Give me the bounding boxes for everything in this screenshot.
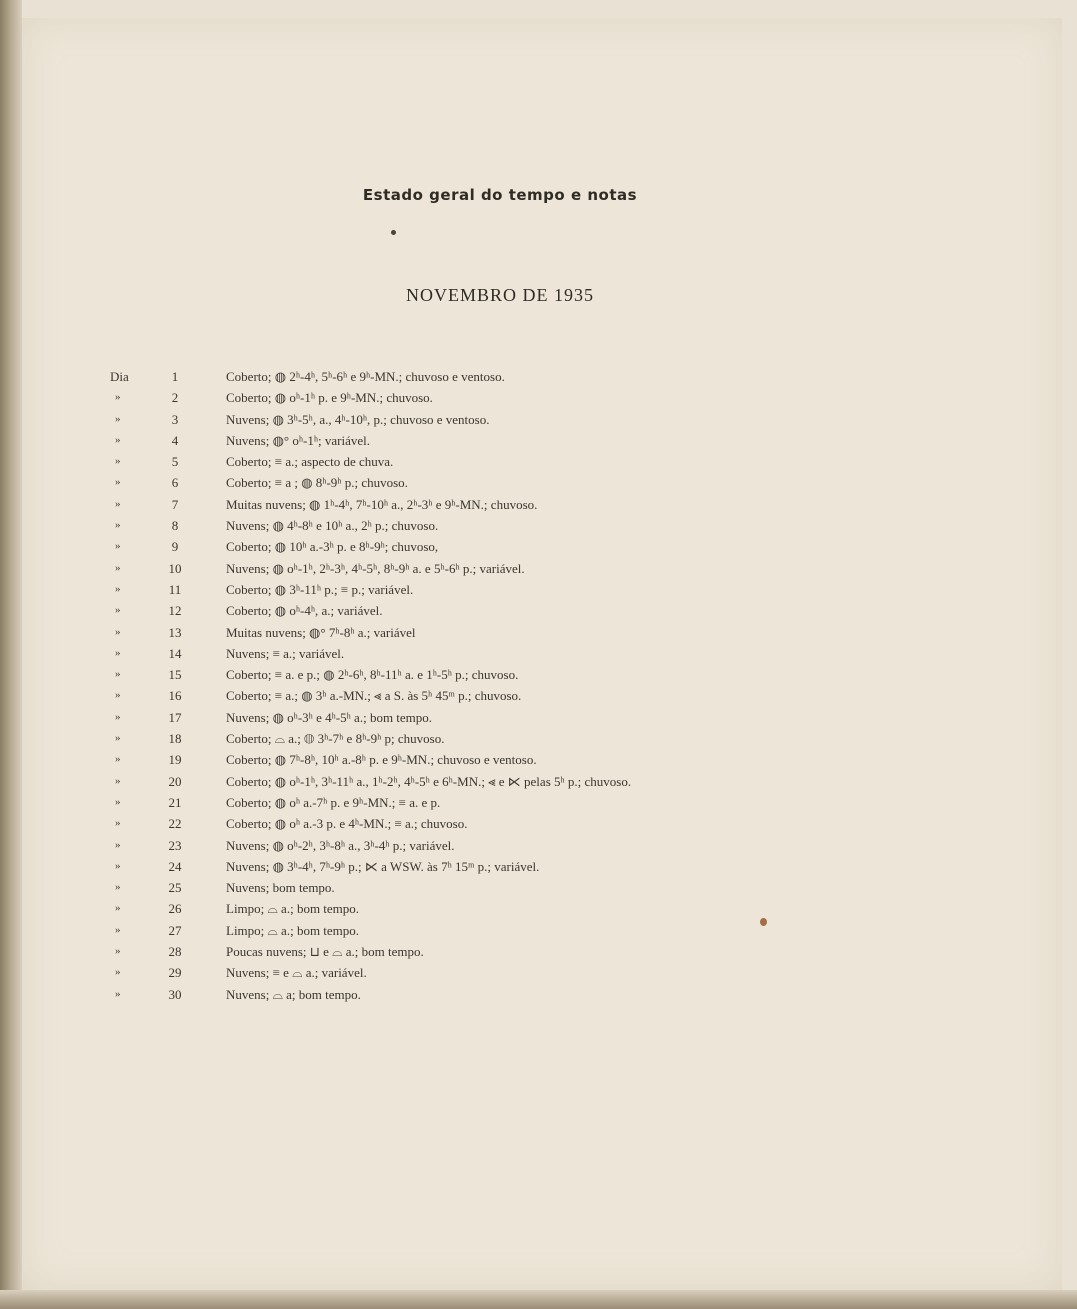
log-entry [100, 622, 820, 643]
daily-weather-log [100, 366, 820, 1005]
weather-note: Coberto; ◍ oʰ a.-3 p. e 4ʰ-MN.; ≡ a.; chuvoso. [226, 816, 468, 832]
log-entry [100, 792, 820, 813]
weather-note: Nuvens; ◍ 3ʰ-4ʰ, 7ʰ-9ʰ p.; ⋉ a WSW. às 7ʰ 15ᵐ p.; variável. [226, 858, 540, 874]
day-number: 2 [171, 390, 179, 406]
weather-note: Coberto; ≡ a ; ◍ 8ʰ-9ʰ p.; chuvoso. [226, 475, 408, 491]
log-entry [100, 387, 820, 408]
log-entry [100, 856, 820, 877]
ditto-mark: » [115, 923, 121, 936]
weather-note: Muitas nuvens; ◍ 1ʰ-4ʰ, 7ʰ-10ʰ a., 2ʰ-3ʰ e 9ʰ-MN.; chuvoso. [226, 496, 538, 512]
day-number: 8 [171, 518, 179, 534]
ditto-mark: » [115, 732, 121, 745]
day-number: 12 [168, 603, 182, 619]
ditto-mark: » [115, 412, 121, 425]
day-number: 23 [168, 837, 182, 853]
log-entry [100, 409, 820, 430]
weather-note: Nuvens; ⌓ a; bom tempo. [226, 986, 361, 1002]
ditto-mark: » [115, 902, 121, 915]
ditto-mark: » [115, 945, 121, 958]
ditto-mark: » [115, 710, 121, 723]
day-number: 20 [168, 773, 182, 789]
day-number: 10 [168, 560, 182, 576]
ditto-mark: » [115, 881, 121, 894]
day-number: 22 [168, 816, 182, 832]
log-entry [100, 898, 820, 919]
log-entry [100, 494, 820, 515]
log-entry [100, 643, 820, 664]
weather-note: Nuvens; ◍ oʰ-2ʰ, 3ʰ-8ʰ a., 3ʰ-4ʰ p.; variável. [226, 837, 455, 853]
ditto-mark: » [115, 625, 121, 638]
day-number: 4 [171, 432, 179, 448]
day-number: 27 [168, 922, 182, 938]
weather-note: Coberto; ◍ 10ʰ a.-3ʰ p. e 8ʰ-9ʰ; chuvoso, [226, 539, 439, 555]
weather-note: Coberto; ◍ 2ʰ-4ʰ, 5ʰ-6ʰ e 9ʰ-MN.; chuvoso e ventoso. [226, 369, 505, 384]
day-number: 6 [171, 475, 179, 491]
ditto-mark: » [115, 433, 121, 446]
page-edge [0, 1290, 1077, 1309]
ditto-mark: » [115, 497, 121, 510]
ditto-mark: » [115, 604, 121, 617]
log-entry [100, 962, 820, 983]
weather-note: Coberto; ≡ a.; ◍ 3ʰ a.-MN.; ⪡ a S. às 5ʰ 45ᵐ p.; chuvoso. [226, 688, 522, 704]
weather-note: Coberto; ◍ oʰ-4ʰ, a.; variável. [226, 603, 383, 619]
day-number: 17 [168, 709, 182, 725]
paper-stain [760, 918, 767, 926]
day-number: 1 [171, 369, 179, 384]
ditto-mark: » [115, 519, 121, 532]
ditto-mark: » [115, 774, 121, 787]
weather-note: Poucas nuvens; ⊔ e ⌓ a.; bom tempo. [226, 944, 424, 960]
ditto-mark: » [115, 838, 121, 851]
day-number: 19 [168, 752, 182, 768]
log-entry [100, 813, 820, 834]
log-entry [100, 877, 820, 898]
weather-note: Nuvens; ◍ 4ʰ-8ʰ e 10ʰ a., 2ʰ p.; chuvoso. [226, 518, 439, 534]
log-entry [100, 728, 820, 749]
section-heading: Estado geral do tempo e notas [362, 186, 638, 204]
weather-note: Coberto; ◍ 3ʰ-11ʰ p.; ≡ p.; variável. [226, 581, 414, 597]
weather-note: Coberto; ◍ 7ʰ-8ʰ, 10ʰ a.-8ʰ p. e 9ʰ-MN.; chuvoso e ventoso. [226, 752, 537, 768]
weather-note: Coberto; ◍ oʰ a.-7ʰ p. e 9ʰ-MN.; ≡ a. e p. [226, 794, 441, 810]
log-entry [100, 835, 820, 856]
ditto-mark: » [115, 455, 121, 468]
day-number: 5 [171, 454, 179, 470]
weather-note: Coberto; ⌓ a.; ◍ 3ʰ-7ʰ e 8ʰ-9ʰ p; chuvoso. [226, 731, 445, 747]
day-number: 7 [171, 496, 179, 512]
log-entry [100, 941, 820, 962]
bullet-dot [391, 230, 396, 235]
weather-note: Muitas nuvens; ◍° 7ʰ-8ʰ a.; variável [226, 624, 416, 640]
weather-note: Nuvens; ◍ 3ʰ-5ʰ, a., 4ʰ-10ʰ, p.; chuvoso e ventoso. [226, 411, 490, 427]
log-entry [100, 472, 820, 493]
day-number: 24 [168, 858, 182, 874]
ditto-mark: » [115, 646, 121, 659]
day-number: 21 [168, 794, 182, 810]
day-number: 3 [171, 411, 179, 427]
ditto-mark: » [115, 859, 121, 872]
log-entry [100, 920, 820, 941]
day-number: 15 [168, 667, 182, 683]
month-title: NOVEMBRO DE 1935 [405, 285, 594, 305]
day-number: 16 [168, 688, 182, 704]
ditto-mark: » [115, 561, 121, 574]
weather-note: Nuvens; ≡ e ⌓ a.; variável. [226, 965, 367, 981]
ditto-mark: » [115, 476, 121, 489]
ditto-mark: » [115, 795, 121, 808]
weather-note: Nuvens; ◍° oʰ-1ʰ; variável. [226, 432, 371, 448]
ditto-mark: » [115, 987, 121, 1000]
day-label: Dia [110, 369, 129, 384]
ditto-mark: » [115, 668, 121, 681]
day-number: 28 [168, 944, 182, 960]
weather-note: Nuvens; ◍ oʰ-3ʰ e 4ʰ-5ʰ a.; bom tempo. [226, 709, 433, 725]
day-number: 11 [168, 581, 182, 597]
day-number: 26 [168, 901, 182, 917]
day-number: 30 [168, 986, 182, 1002]
log-entry [100, 984, 820, 1005]
log-entry [100, 707, 820, 728]
weather-note: Limpo; ⌓ a.; bom tempo. [226, 901, 360, 917]
log-entry [100, 366, 820, 387]
day-number: 18 [168, 731, 182, 747]
log-entry [100, 579, 820, 600]
weather-note: Limpo; ⌓ a.; bom tempo. [226, 922, 360, 938]
log-entry [100, 771, 820, 792]
day-number: 25 [168, 880, 182, 896]
log-entry [100, 558, 820, 579]
day-number: 13 [168, 624, 182, 640]
ditto-mark: » [115, 689, 121, 702]
ditto-mark: » [115, 817, 121, 830]
weather-note: Coberto; ≡ a. e p.; ◍ 2ʰ-6ʰ, 8ʰ-11ʰ a. e 1ʰ-5ʰ p.; chuvoso. [226, 667, 519, 683]
day-number: 9 [171, 539, 179, 555]
day-number: 14 [168, 645, 182, 661]
ditto-mark: » [115, 966, 121, 979]
log-entry [100, 664, 820, 685]
ditto-mark: » [115, 540, 121, 553]
day-number: 29 [168, 965, 182, 981]
log-entry [100, 600, 820, 621]
weather-note: Coberto; ≡ a.; aspecto de chuva. [226, 454, 394, 470]
weather-note: Coberto; ◍ oʰ-1ʰ p. e 9ʰ-MN.; chuvoso. [226, 390, 433, 406]
ditto-mark: » [115, 753, 121, 766]
ditto-mark: » [115, 582, 121, 595]
weather-note: Nuvens; bom tempo. [226, 880, 335, 896]
weather-note: Coberto; ◍ oʰ-1ʰ, 3ʰ-11ʰ a., 1ʰ-2ʰ, 4ʰ-5ʰ e 6ʰ-MN.; ⪡ e ⋉ pelas 5ʰ p.; chuvoso. [226, 773, 632, 789]
weather-note: Nuvens; ≡ a.; variável. [226, 645, 345, 661]
log-entry [100, 536, 820, 557]
ditto-mark: » [115, 391, 121, 404]
log-entry [100, 451, 820, 472]
log-entry [100, 430, 820, 451]
log-entry [100, 749, 820, 770]
log-entry [100, 685, 820, 706]
log-entry [100, 515, 820, 536]
weather-note: Nuvens; ◍ oʰ-1ʰ, 2ʰ-3ʰ, 4ʰ-5ʰ, 8ʰ-9ʰ a. e 5ʰ-6ʰ p.; variável. [226, 560, 525, 576]
